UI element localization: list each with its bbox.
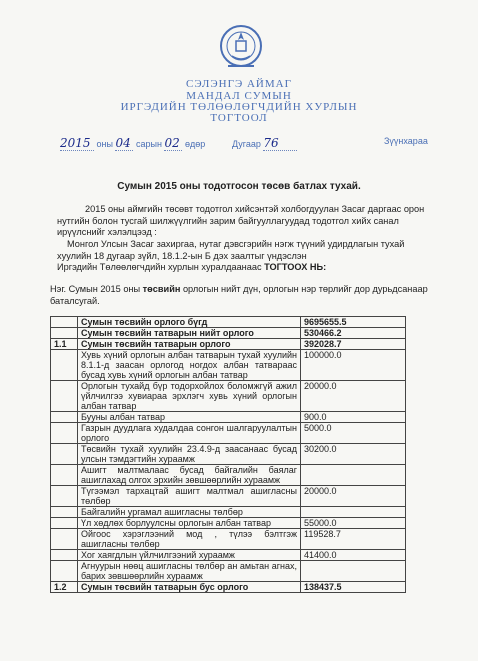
document-title: Сумын 2015 оны тодотгосон төсөв батлах тухай. (117, 181, 361, 192)
row-amount: 5000.0 (301, 423, 406, 444)
resolve-text: Иргэдийн Төлөөлөгчдийн хурлын хуралдаанаас (57, 262, 265, 272)
place-field (384, 136, 428, 146)
table-row (51, 507, 406, 518)
row-name: Төсвийн тухай хуулийн 23.4.9-д заасанаас бусад улсын тэмдэгтийн хураамж (78, 444, 301, 465)
table-row (51, 350, 406, 381)
table-row (51, 486, 406, 507)
table-row (51, 518, 406, 529)
clause-one-text-a: Нэг. Сумын 2015 оны (50, 284, 143, 294)
date-field (60, 136, 205, 151)
org-line-council: ИРГЭДИЙН ТӨЛӨӨЛӨГЧДИЙН ХУРЛЫН (120, 101, 358, 113)
row-amount: 41400.0 (301, 550, 406, 561)
number-label: Дугаар (232, 139, 261, 149)
org-line-aimag: СЭЛЭНГЭ АЙМАГ (186, 78, 292, 90)
row-amount (301, 465, 406, 486)
row-number (51, 328, 78, 339)
row-name: Бууны албан татвар (78, 412, 301, 423)
table-row (51, 529, 406, 550)
row-amount: 9695655.5 (301, 317, 406, 328)
resolve-bold: ТОГТООХ НЬ: (264, 262, 327, 272)
row-name: Сумын төсвийн татварын бус орлого (78, 582, 301, 593)
row-number (51, 529, 78, 550)
clause-one-text-b: орлогын нийт дүн, орлогын нэр төрлийг дор дурьдсанаар баталсугай. (50, 284, 428, 306)
row-number (51, 561, 78, 582)
table-row (51, 561, 406, 582)
row-amount: 138437.5 (301, 582, 406, 593)
row-number (51, 317, 78, 328)
row-amount: 30200.0 (301, 444, 406, 465)
row-name: Үл хөдлөх борлуулсны орлогын албан татвар (78, 518, 301, 529)
table-row (51, 582, 406, 593)
row-name: Орлогын тухайд бүр тодорхойлох боломжгүй ажил үйлчилгээ хувиараа эрхлэгч хувь хүний орлогын албан татвар (78, 381, 301, 412)
row-amount: 100000.0 (301, 350, 406, 381)
row-amount: 530466.2 (301, 328, 406, 339)
row-number (51, 465, 78, 486)
year-value: 2015 (60, 136, 91, 150)
row-number (51, 444, 78, 465)
day-suffix: өдөр (184, 139, 206, 149)
row-amount (301, 561, 406, 582)
row-amount: 20000.0 (301, 486, 406, 507)
row-number: 1.1 (51, 339, 78, 350)
row-name: Байгалийн ургамал ашигласны төлбөр (78, 507, 301, 518)
row-amount: 119528.7 (301, 529, 406, 550)
row-number (51, 518, 78, 529)
table-row (51, 465, 406, 486)
row-number (51, 486, 78, 507)
table-row (51, 317, 406, 328)
month-value: 04 (115, 136, 131, 150)
paragraph-clause-one (50, 284, 440, 307)
row-amount: 20000.0 (301, 381, 406, 412)
row-name: Ойгоос хэрэглээний мод , түлээ бэлтгэж ашигласны төлбөр (78, 529, 301, 550)
day-value: 02 (164, 136, 180, 150)
table-row (51, 412, 406, 423)
row-number (51, 423, 78, 444)
row-name: Сумын төсвийн татварын орлого (78, 339, 301, 350)
row-name: Сумын төсвийн орлого бүгд (78, 317, 301, 328)
table-row (51, 423, 406, 444)
row-name: Газрын дуудлага худалдаа сонгон шалгаруулалтын орлого (78, 423, 301, 444)
row-name: Сумын төсвийн татварын нийт орлого (78, 328, 301, 339)
table-row (51, 328, 406, 339)
org-line-sum: МАНДАЛ СУМЫН (186, 90, 292, 102)
paragraph-preamble: 2015 оны аймгийн төсөвт тодотгол хийсэнтэй холбогдуулан Засаг даргаас орон нутгийн болон тусгай шилжүүлгийн зарим байгууллагуудад тодотгол хийх санал ирүүлснийг хэлэлцээд : (57, 204, 425, 237)
row-number (51, 507, 78, 518)
org-line-resolution: ТОГТООЛ (210, 112, 268, 124)
row-name: Хог хаягдлын үйлчилгээний хураамж (78, 550, 301, 561)
table-row (51, 339, 406, 350)
place-name: Зүүнхараа (384, 136, 428, 146)
paragraph-resolve (57, 262, 435, 274)
row-name: Ашигт малтмалаас бусад байгалийн баялаг ашиглахад олгох эрхийн зөвшөөрлийн хураамж (78, 465, 301, 486)
budget-table (50, 316, 406, 593)
year-suffix: оны (96, 139, 113, 149)
clause-one-bold: төсвийн (142, 284, 181, 294)
row-name: Хувь хүний орлогын албан татварын тухай хуулийн 8.1.1-д заасан орлогод ногдох албан татвараас бусад хувь хүний орлогын албан татвар (78, 350, 301, 381)
number-value: 76 (263, 136, 279, 150)
row-number (51, 350, 78, 381)
table-row (51, 444, 406, 465)
row-name: Түгээмэл тархацтай ашигт малтмал ашигласны төлбөр (78, 486, 301, 507)
row-amount: 55000.0 (301, 518, 406, 529)
table-row (51, 381, 406, 412)
month-suffix: сарын (136, 139, 162, 149)
row-number: 1.2 (51, 582, 78, 593)
row-number (51, 381, 78, 412)
table-row (51, 550, 406, 561)
number-field (232, 136, 297, 151)
row-amount: 900.0 (301, 412, 406, 423)
row-amount: 392028.7 (301, 339, 406, 350)
row-amount (301, 507, 406, 518)
row-number (51, 550, 78, 561)
row-name: Агнуурын нөөц ашигласны төлбөр ан амьтан агнах, барих зөвшөөрлийн хураамж (78, 561, 301, 582)
state-emblem-icon (218, 22, 264, 72)
paragraph-legal-basis: Монгол Улсын Засаг захиргаа, нутаг дэвсгэрийн нэгж түүний удирдлагын тухай хуулийн 18 дугаар зүйл, 18.1.2-ын Б дэх заалтыг үндэслэн (57, 239, 405, 261)
row-number (51, 412, 78, 423)
